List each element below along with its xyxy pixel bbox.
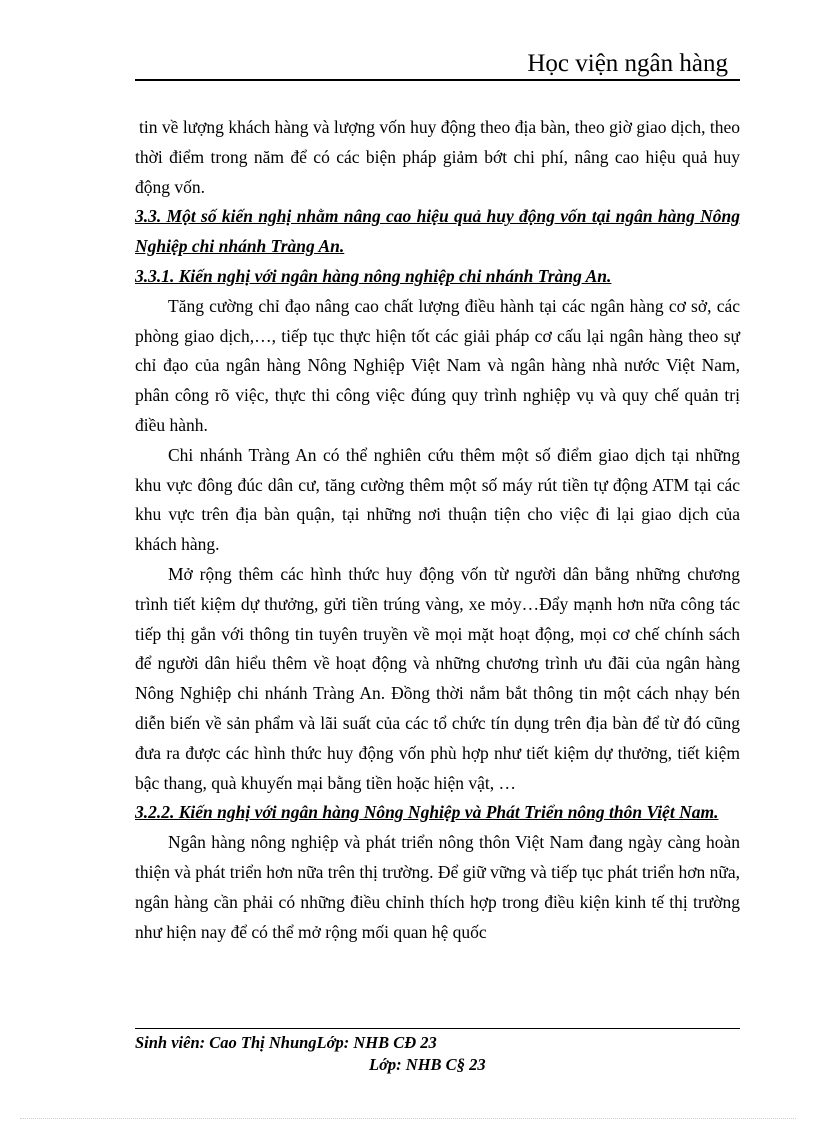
paragraph-3: Mở rộng thêm các hình thức huy động vốn từ người dân bằng những chương trình tiết kiệm dự thưởng, gửi tiền trúng vàng, xe mỏy…Đẩy mạnh hơn nữa công tác tiếp thị gắn với thông tin tuyên truyền về mọi mặt hoạt động, mọi cơ chế chính sách để người dân hiểu thêm về hoạt động và những chương trình ưu đãi của ngân hàng Nông Nghiệp chi nhánh Tràng An. Đồng thời nắm bắt thông tin một cách nhạy bén diễn biến về sản phẩm và lãi suất của các tổ chức tín dụng trên địa bàn để từ đó cũng đưa ra được các hình thức huy động vốn phù hợp như tiết kiệm dự thưởng, tiết kiệm bậc thang, quà khuyến mại bằng tiền hoặc hiện vật, … <box>135 563 740 793</box>
header-title: Học viện ngân hàng <box>527 50 728 77</box>
paragraph-intro: tin về lượng khách hàng và lượng vốn huy động theo địa bàn, theo giờ giao dịch, theo thời điểm trong năm để có các biện pháp giảm bớt chi phí, nâng cao hiệu quả huy động vốn. <box>135 117 740 197</box>
footer-rule <box>135 1028 740 1029</box>
paragraph-4: Ngân hàng nông nghiệp và phát triển nông thôn Việt Nam đang ngày càng hoàn thiện và phát triển hơn nữa trên thị trường. Để giữ vững và tiếp tục phát triển hơn nữa, ngân hàng cần phải có những điều chỉnh thích hợp trong điều kiện kinh tế thị trường như hiện nay để có thể mở rộng mối quan hệ quốc <box>135 832 740 942</box>
paragraph-1: Tăng cường chỉ đạo nâng cao chất lượng điều hành tại các ngân hàng cơ sở, các phòng giao dịch,…, tiếp tục thực hiện tốt các giải pháp cơ cấu lại ngân hàng theo sự chỉ đạo của ngân hàng Nông Nghiệp Việt Nam và ngân hàng nhà nước Việt Nam, phân công rõ việc, thực thi công việc đúng quy trình nghiệp vụ và quy chế quản trị điều hành. <box>135 295 740 435</box>
heading-3-2-2: 3.2.2. Kiến nghị với ngân hàng Nông Nghiệp và Phát Triển nông thôn Việt Nam. <box>135 802 719 823</box>
footer-class-line: Lớp: NHB C§ 23 <box>369 1055 486 1074</box>
footer-student-line: Sinh viên: Cao Thị NhungLớp: NHB CĐ 23 <box>135 1033 437 1052</box>
header-rule <box>135 79 740 81</box>
heading-3-3-1: 3.3.1. Kiến nghị với ngân hàng nông nghiệp chi nhánh Tràng An. <box>135 265 612 286</box>
page-bottom-edge <box>20 1118 796 1119</box>
document-body <box>135 113 740 947</box>
paragraph-2: Chi nhánh Tràng An có thể nghiên cứu thêm một số điểm giao dịch tại những khu vực đông đúc dân cư, tăng cường thêm một số máy rút tiền tự động ATM tại các khu vực trên địa bàn quận, tại những nơi thuận tiện cho việc đi lại giao dịch của khách hàng. <box>135 444 740 555</box>
heading-3-3: 3.3. Một số kiến nghị nhằm nâng cao hiệu quả huy động vốn tại ngân hàng Nông Nghiệp chi nhánh Tràng An. <box>135 206 740 257</box>
